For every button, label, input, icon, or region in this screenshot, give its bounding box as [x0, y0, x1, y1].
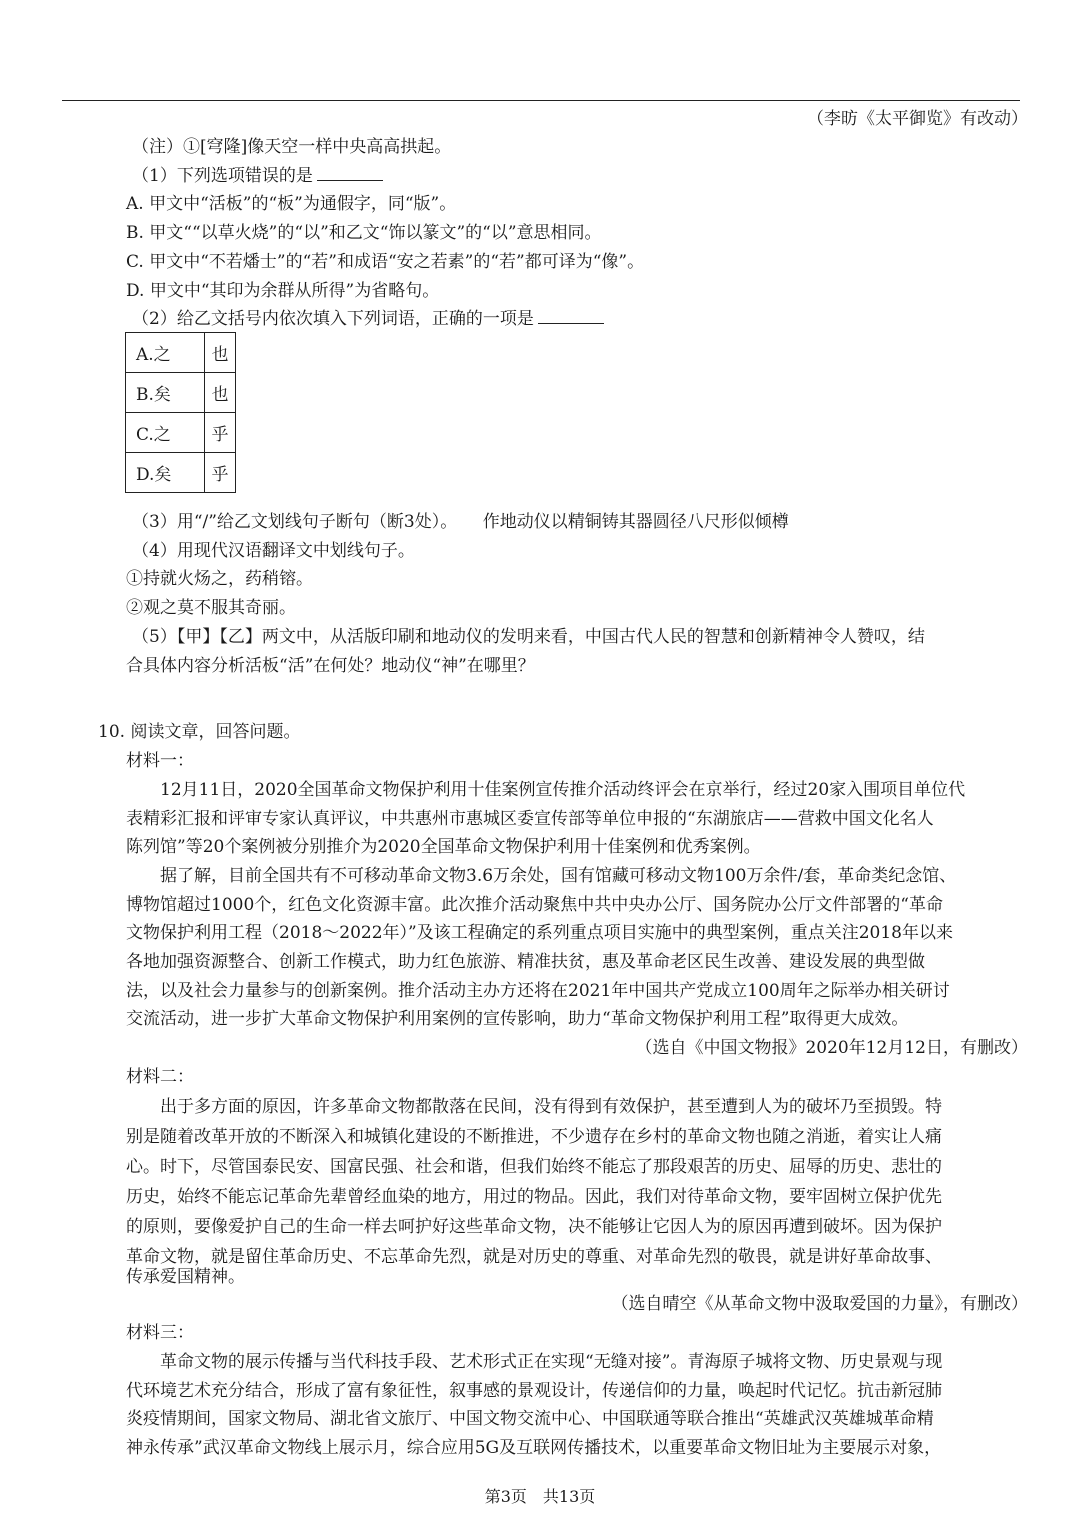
paragraph-line: 革命文物，就是留住革命历史、不忘革命先烈，就是对历史的尊重、对革命先烈的敬畏，就是讲好革命故事、	[126, 1247, 942, 1267]
table-row	[126, 413, 236, 453]
paragraph-line: 革命文物的展示传播与当代科技手段、艺术形式正在实现“无缝对接”。青海原子城将文物、历史景观与现	[160, 1352, 943, 1372]
question-1-prompt: （1）下列选项错误的是	[132, 165, 383, 187]
question-3: （3）用“/”给乙文划线句子断句（断3处）。 作地动仪以精铜铸其器圆径八尺形似倾樽	[132, 512, 789, 532]
paragraph-line: 各地加强资源整合、创新工作模式，助力红色旅游、精准扶贫，惠及革命老区民生改善、建设发展的典型做	[126, 952, 925, 972]
question-2-prompt: （2）给乙文括号内依次填入下列词语，正确的一项是	[132, 308, 604, 330]
paragraph-line: 据了解，目前全国共有不可移动革命文物3.6万余处，国有馆藏可移动文物100万余件/套，革命类纪念馆、	[160, 866, 957, 886]
material-1-label: 材料一：	[126, 751, 194, 771]
paragraph-line: 法，以及社会力量参与的创新案例。推介活动主办方还将在2021年中国共产党成立100周年之际举办相关研讨	[126, 981, 950, 1001]
paragraph-line: 炎疫情期间，国家文物局、湖北省文旅厅、中国文物交流中心、中国联通等联合推出“英雄武汉英雄城革命精	[126, 1409, 934, 1429]
table-cell: A.之	[126, 333, 205, 373]
option-a: A. 甲文中“活板”的“板”为通假字，同“版”。	[126, 194, 457, 214]
paragraph-line: 文物保护利用工程（2018～2022年）”及该工程确定的系列重点项目实施中的典型案例，重点关注2018年以来	[126, 923, 953, 943]
paragraph-line: 历史，始终不能忘记革命先辈曾经血染的地方，用过的物品。因此，我们对待革命文物，要牢固树立保护优先	[126, 1187, 942, 1207]
option-b: B. 甲文““以草火烧”的“以”和乙文“饰以篆文”的“以”意思相同。	[126, 223, 602, 243]
table-cell: B.矣	[126, 373, 205, 413]
paragraph-line: 的原则，要像爱护自己的生命一样去呵护好这些革命文物，决不能够让它因人为的原因再遭到破坏。因为保护	[126, 1217, 942, 1237]
source-citation: （李昉《太平御览》有改动）	[807, 109, 1028, 129]
paragraph-line: 12月11日，2020全国革命文物保护利用十佳案例宣传推介活动终评会在京举行，经过20家入围项目单位代	[160, 780, 966, 800]
annotation-note: （注）①[穹隆]像天空一样中央高高拱起。	[132, 137, 452, 157]
paragraph-line: 出于多方面的原因，许多革命文物都散落在民间，没有得到有效保护，甚至遭到人为的破坏乃至损毁。特	[160, 1097, 942, 1117]
table-row	[126, 453, 236, 493]
table-cell: 也	[205, 373, 236, 413]
table-row	[126, 333, 236, 373]
paragraph-line: 表精彩汇报和评审专家认真评议，中共惠州市惠城区委宣传部等单位申报的“东湖旅店——营救中国文化名人	[126, 809, 934, 829]
paragraph-line: 心。时下，尽管国泰民安、国富民强、社会和谐，但我们始终不能忘了那段艰苦的历史、屈辱的历史、悲壮的	[126, 1157, 942, 1177]
option-c: C. 甲文中“不若燔士”的“若”和成语“安之若素”的“若”都可译为“像”。	[126, 252, 645, 272]
question-4-prompt: （4）用现代汉语翻译文中划线句子。	[132, 541, 415, 561]
question-5-line: 合具体内容分析活板“活”在何处？地动仪“神”在哪里？	[126, 656, 535, 676]
options-table	[125, 332, 236, 493]
paragraph-line: 传承爱国精神。	[126, 1267, 245, 1287]
answer-blank	[317, 165, 383, 181]
question-10-title: 10. 阅读文章，回答问题。	[98, 722, 301, 742]
material-2-label: 材料二：	[126, 1067, 194, 1087]
table-cell: 也	[205, 333, 236, 373]
question-4-item: ②观之莫不服其奇丽。	[126, 598, 296, 618]
page-number: 第3页 共13页	[484, 1487, 596, 1506]
table-cell: 乎	[205, 453, 236, 493]
paragraph-line: 神永传承”武汉革命文物线上展示月，综合应用5G及互联网传播技术，以重要革命文物旧址为主要展示对象，	[126, 1438, 942, 1458]
table-cell: C.之	[126, 413, 205, 453]
answer-blank	[538, 308, 604, 324]
question-5-line: （5）【甲】【乙】两文中，从活版印刷和地动仪的发明来看，中国古代人民的智慧和创新精神令人赞叹，结	[132, 627, 925, 647]
paragraph-line: 陈列馆”等20个案例被分别推介为2020全国革命文物保护利用十佳案例和优秀案例。	[126, 837, 761, 857]
material-3-label: 材料三：	[126, 1323, 194, 1343]
source-citation: （选自晴空《从革命文物中汲取爱国的力量》，有删改）	[611, 1294, 1028, 1314]
paragraph-line: 交流活动，进一步扩大革命文物保护利用案例的宣传影响，助力“革命文物保护利用工程”取得更大成效。	[126, 1009, 909, 1029]
paragraph-line: 博物馆超过1000个，红色文化资源丰富。此次推介活动聚焦中共中央办公厅、国务院办公厅文件部署的“革命	[126, 895, 943, 915]
paragraph-line: 别是随着改革开放的不断深入和城镇化建设的不断推进，不少遗存在乡村的革命文物也随之消逝，着实让人痛	[126, 1127, 942, 1147]
table-cell: 乎	[205, 413, 236, 453]
table-cell: D.矣	[126, 453, 205, 493]
paragraph-line: 代环境艺术充分结合，形成了富有象征性，叙事感的景观设计，传递信仰的力量，唤起时代记忆。抗击新冠肺	[126, 1381, 942, 1401]
question-4-item: ①持就火炀之，药稍镕。	[126, 569, 313, 589]
option-d: D. 甲文中“其印为余群从所得”为省略句。	[126, 281, 440, 301]
source-citation: （选自《中国文物报》2020年12月12日，有删改）	[635, 1038, 1028, 1058]
table-row	[126, 373, 236, 413]
header-rule	[62, 100, 1020, 101]
